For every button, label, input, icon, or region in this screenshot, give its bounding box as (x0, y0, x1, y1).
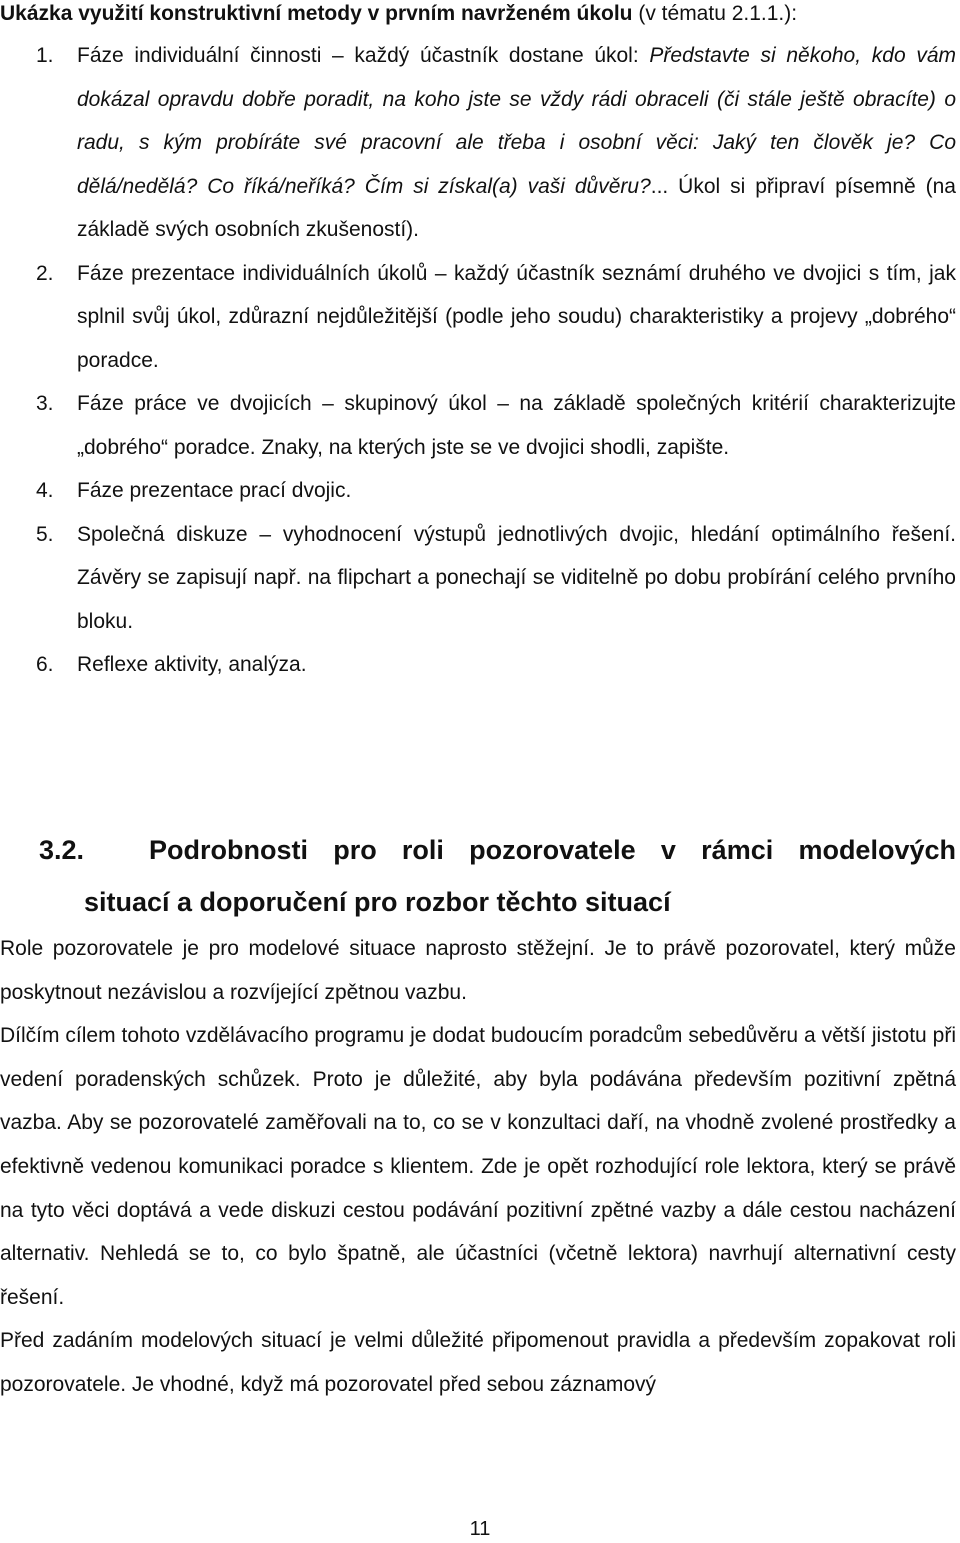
step-text: Fáze práce ve dvojicích – skupinový úkol – na základě společných kritérií charakterizujte „dobrého“ poradce. Znaky, na kterých jste se ve dvojici shodli, zapište. (77, 392, 956, 459)
section-body (0, 927, 956, 1407)
paragraph: Dílčím cílem tohoto vzdělávacího programu je dodat budoucím poradcům sebedůvěru a větší jistotu při vedení poradenských schůzek. Proto je důležité, aby byla podávána především pozitivní zpětná vazba. Aby se pozorovatelé zaměřovali na to, co se v konzultaci daří, na vhodně zvolené prostředky a efektivně vedenou komunikaci poradce s klientem. Zde je opět rozhodující role lektora, který se právě na tyto věci doptává a vede diskuzi cestou podávání pozitivní zpětné vazby a dále cestou nacházení alternativ. Nehledá se to, co bylo špatně, ale účastníci (včetně lektora) navrhují alternativní cesty řešení. (0, 1024, 956, 1309)
step-text: Fáze prezentace individuálních úkolů – každý účastník seznámí druhého ve dvojici s tím, jak splnil svůj úkol, zdůrazní nejdůležitější (podle jeho soudu) charakteristiky a projevy „dobrého“ poradce. (77, 261, 956, 372)
step-number: 5. (36, 522, 54, 546)
page-number: 11 (469, 1518, 491, 1540)
section-number: 3.2. (39, 835, 85, 865)
list-item (0, 252, 956, 383)
step-tail-text: ... Úkol si připraví písemně (na základě svých osobních zkušeností). (77, 174, 956, 241)
list-item (0, 513, 956, 644)
paragraph: Před zadáním modelových situací je velmi důležité připomenout pravidla a především zopakovat roli pozorovatele. Je vhodné, když má pozorovatel před sebou záznamový (0, 1329, 956, 1396)
intro-heading-bold: Ukázka využití konstruktivní metody v prvním navrženém úkolu (0, 2, 633, 25)
step-text: Fáze prezentace prací dvojic. (77, 479, 352, 502)
paragraph: Role pozorovatele je pro modelové situace naprosto stěžejní. Je to právě pozorovatel, který může poskytnout nezávislou a rozvíjející zpětnou vazbu. (0, 937, 956, 1004)
step-number: 2. (36, 261, 54, 285)
step-text: Reflexe aktivity, analýza. (77, 653, 307, 676)
step-text: Společná diskuze – vyhodnocení výstupů jednotlivých dvojic, hledání optimálního řešení. Závěry se zapisují např. na flipchart a ponechají se viditelně po dobu probírání celého prvního bloku. (77, 522, 956, 633)
section-title-line-2: situací a doporučení pro rozbor těchto situací (84, 887, 671, 917)
activity-steps-list (0, 34, 956, 687)
list-item (0, 643, 956, 687)
section-title-line-1: Podrobnosti pro roli pozorovatele v rámci modelových (149, 835, 956, 865)
step-number: 6. (36, 653, 54, 676)
intro-heading-reference: (v tématu 2.1.1.): (632, 2, 798, 25)
step-number: 3. (36, 392, 54, 415)
list-item (0, 469, 956, 513)
list-item (0, 34, 956, 252)
step-number: 1. (36, 44, 54, 67)
intro-heading (0, 0, 960, 28)
step-italic-text: Představte si někoho, kdo vám dokázal opravdu dobře poradit, na koho jste se vždy rádi obraceli (či stále ještě obracíte) o radu, s kým probíráte své pracovní ale třeba i osobní věci: Jaký ten člověk je? Co dělá/nedělá? Co říká/neříká? Čím si získal(a) vaši důvěru? (77, 44, 956, 198)
step-number: 4. (36, 479, 54, 502)
step-text: Fáze individuální činnosti – každý účastník dostane úkol: (77, 44, 650, 67)
list-item (0, 382, 956, 469)
